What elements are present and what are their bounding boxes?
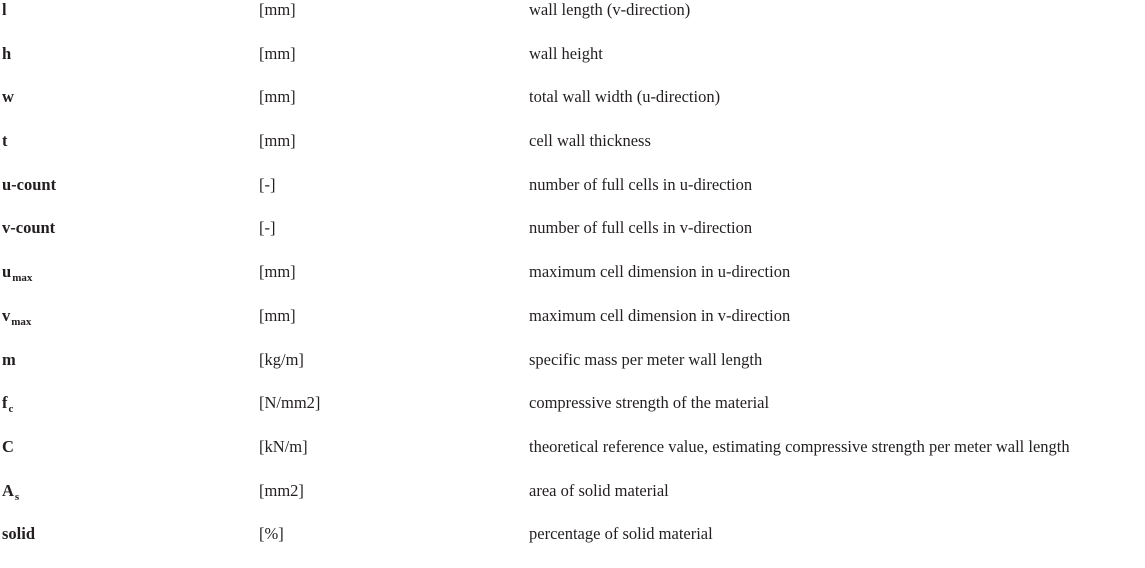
table-row bbox=[0, 44, 1145, 88]
parameter-description: wall height bbox=[529, 43, 603, 63]
parameter-unit: [kg/m] bbox=[259, 349, 304, 369]
parameter-unit: [mm] bbox=[259, 87, 296, 107]
parameter-description: compressive strength of the material bbox=[529, 393, 770, 413]
parameter-symbol: $A_s$ bbox=[2, 480, 20, 503]
table-row bbox=[0, 218, 1145, 262]
parameter-description: cell wall thickness bbox=[529, 131, 651, 151]
parameter-description: percentage of solid material bbox=[529, 524, 713, 544]
table-row bbox=[0, 306, 1145, 350]
parameter-symbol: l bbox=[2, 0, 7, 19]
parameter-description: maximum cell dimension in u-direction bbox=[529, 262, 791, 282]
parameter-symbol: h bbox=[2, 43, 12, 63]
parameter-unit: [-] bbox=[259, 174, 276, 194]
parameter-description: number of full cells in v-direction bbox=[529, 218, 753, 238]
table-row bbox=[0, 481, 1145, 525]
table-row bbox=[0, 131, 1145, 175]
table-row bbox=[0, 0, 1145, 44]
parameter-unit: [-] bbox=[259, 218, 276, 238]
parameter-symbol: u-count bbox=[2, 174, 57, 194]
parameter-unit: [mm] bbox=[259, 305, 296, 325]
table-row bbox=[0, 524, 1145, 568]
parameter-symbol: $f_c$ bbox=[2, 393, 14, 416]
parameter-description: specific mass per meter wall length bbox=[529, 349, 763, 369]
parameter-unit: [mm] bbox=[259, 262, 296, 282]
parameter-unit: [mm] bbox=[259, 43, 296, 63]
parameter-description: total wall width (u-direction) bbox=[529, 87, 721, 107]
parameter-symbol: C bbox=[2, 436, 14, 456]
parameter-symbol: v-count bbox=[2, 218, 56, 238]
parameter-description: area of solid material bbox=[529, 480, 669, 500]
parameter-description: wall length (v-direction) bbox=[529, 0, 691, 19]
table-row bbox=[0, 262, 1145, 306]
parameter-unit: [%] bbox=[259, 524, 284, 544]
parameter-symbol: m bbox=[2, 349, 16, 369]
parameter-symbol: $u_{max}$ bbox=[2, 262, 33, 285]
parameter-symbol: t bbox=[2, 131, 8, 151]
parameter-description: theoretical reference value, estimating compressive strength per meter wall length bbox=[529, 436, 1070, 456]
table-row bbox=[0, 175, 1145, 219]
parameter-unit: [mm2] bbox=[259, 480, 304, 500]
parameter-unit: [N/mm2] bbox=[259, 393, 321, 413]
table-row bbox=[0, 437, 1145, 481]
table-row bbox=[0, 87, 1145, 131]
parameter-symbol: w bbox=[2, 87, 14, 107]
parameter-unit: [mm] bbox=[259, 131, 296, 151]
parameter-description: maximum cell dimension in v-direction bbox=[529, 305, 791, 325]
table-row bbox=[0, 393, 1145, 437]
parameter-unit: [kN/m] bbox=[259, 436, 308, 456]
parameter-unit: [mm] bbox=[259, 0, 296, 19]
table-row bbox=[0, 350, 1145, 394]
parameter-description: number of full cells in u-direction bbox=[529, 174, 753, 194]
parameter-symbol: solid bbox=[2, 524, 36, 544]
parameter-symbol: $v_{max}$ bbox=[2, 305, 32, 328]
